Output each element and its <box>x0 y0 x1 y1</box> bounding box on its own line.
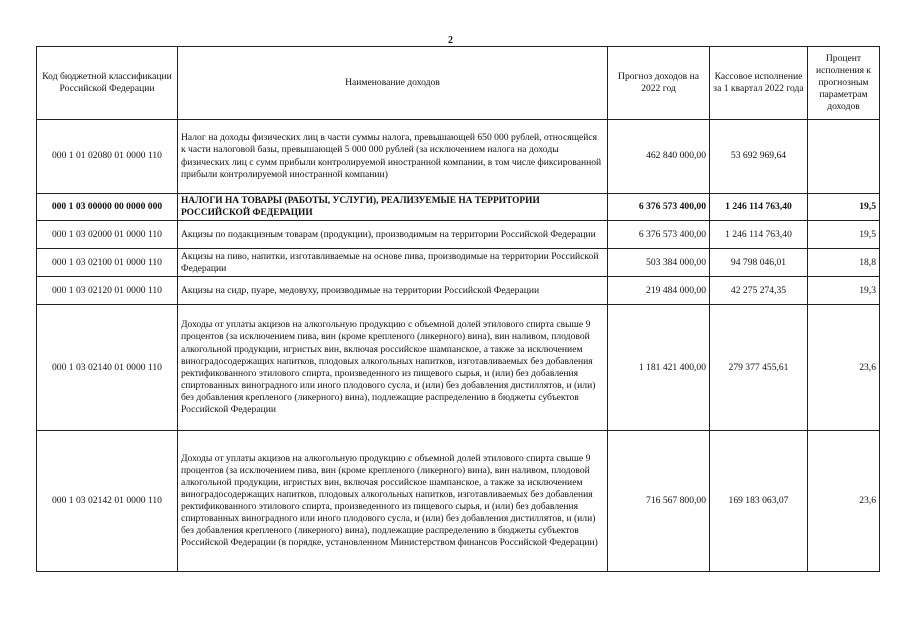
row-execution: 94 798 046,01 <box>710 249 808 277</box>
row-execution: 53 692 969,64 <box>710 120 808 194</box>
header-execution: Кассовое исполнение за 1 квартал 2022 года <box>710 47 808 120</box>
table-row <box>37 431 880 572</box>
row-forecast: 462 840 000,00 <box>608 120 710 194</box>
table-row <box>37 120 880 194</box>
table-header-row <box>37 47 880 120</box>
row-name: НАЛОГИ НА ТОВАРЫ (РАБОТЫ, УСЛУГИ), РЕАЛИЗУЕМЫЕ НА ТЕРРИТОРИИ РОССИЙСКОЙ ФЕДЕРАЦИИ <box>178 194 608 221</box>
row-forecast: 716 567 800,00 <box>608 431 710 572</box>
row-forecast: 6 376 573 400,00 <box>608 221 710 249</box>
table-row <box>37 221 880 249</box>
row-name: Налог на доходы физических лиц в части суммы налога, превышающей 650 000 рублей, относящейся к части налоговой базы, превышающей 5 000 000 рублей (за исключением налога на доходы физических лиц с сумм прибыли контролируемой иностранной компании, в том числе фиксированной прибыли контролируемой иностранной компании) <box>178 120 608 194</box>
row-code: 000 1 03 00000 00 0000 000 <box>37 194 178 221</box>
table-row <box>37 194 880 221</box>
table-row <box>37 305 880 431</box>
header-forecast: Прогноз доходов на 2022 год <box>608 47 710 120</box>
row-execution: 1 246 114 763,40 <box>710 194 808 221</box>
row-code: 000 1 03 02120 01 0000 110 <box>37 277 178 305</box>
row-forecast: 503 384 000,00 <box>608 249 710 277</box>
row-forecast: 6 376 573 400,00 <box>608 194 710 221</box>
row-code: 000 1 03 02100 01 0000 110 <box>37 249 178 277</box>
table-row <box>37 249 880 277</box>
row-percent: 23,6 <box>808 305 880 431</box>
row-percent: 23,6 <box>808 431 880 572</box>
row-forecast: 219 484 000,00 <box>608 277 710 305</box>
row-name: Доходы от уплаты акцизов на алкогольную продукцию с объемной долей этилового спирта свыше 9 процентов (за исключением пива, вин (кроме крепленого (ликерного) вина), вин наливом, плодовой алкогольной продукции, игристых вин, включая российское шампанское, а также за исключением виноградосодержащих напитков, плодовых алкогольных напитков, изготавливаемых без добавления ректификованного этилового спирта, произведенного из пищевого сырья, и (или) без добавления спиртованных виноградного или иного плодового сусла, и (или) без добавления дистиллятов, и (или) без добавления крепленого (ликерного) вина), подлежащие распределению в бюджеты субъектов Российской Федерации (в порядке, установленном Министерством финансов Российской Федерации) <box>178 431 608 572</box>
row-execution: 279 377 455,61 <box>710 305 808 431</box>
row-percent: 19,5 <box>808 194 880 221</box>
row-name: Акцизы по подакцизным товарам (продукции), производимым на территории Российской Федерации <box>178 221 608 249</box>
row-percent: 18,8 <box>808 249 880 277</box>
row-percent <box>808 120 880 194</box>
row-code: 000 1 03 02140 01 0000 110 <box>37 305 178 431</box>
row-execution: 42 275 274,35 <box>710 277 808 305</box>
row-name: Акцизы на сидр, пуаре, медовуху, производимые на территории Российской Федерации <box>178 277 608 305</box>
row-code: 000 1 03 02000 01 0000 110 <box>37 221 178 249</box>
header-percent: Процент исполнения к прогнозным параметрам доходов <box>808 47 880 120</box>
table-row <box>37 277 880 305</box>
row-forecast: 1 181 421 400,00 <box>608 305 710 431</box>
row-name: Акцизы на пиво, напитки, изготавливаемые на основе пива, производимые на территории Российской Федерации <box>178 249 608 277</box>
header-name: Наименование доходов <box>178 47 608 120</box>
row-name: Доходы от уплаты акцизов на алкогольную продукцию с объемной долей этилового спирта свыше 9 процентов (за исключением пива, вин (кроме крепленого (ликерного) вина), вин наливом, плодовой алкогольной продукции, игристых вин, включая российское шампанское, а также за исключением виноградосодержащих напитков, плодовых алкогольных напитков, изготавливаемых без добавления ректификованного этилового спирта, произведенного из пищевого сырья, и (или) без добавления спиртованных виноградного или иного плодового сусла, и (или) без добавления дистиллятов, и (или) без добавления крепленого (ликерного) вина), подлежащие распределению в бюджеты субъектов Российской Федерации <box>178 305 608 431</box>
page-number: 2 <box>448 35 453 46</box>
header-code: Код бюджетной классификации Российской Федерации <box>37 47 178 120</box>
row-percent: 19,3 <box>808 277 880 305</box>
row-percent: 19,5 <box>808 221 880 249</box>
revenue-table <box>36 46 880 572</box>
row-code: 000 1 03 02142 01 0000 110 <box>37 431 178 572</box>
row-execution: 1 246 114 763,40 <box>710 221 808 249</box>
row-code: 000 1 01 02080 01 0000 110 <box>37 120 178 194</box>
row-execution: 169 183 063,07 <box>710 431 808 572</box>
